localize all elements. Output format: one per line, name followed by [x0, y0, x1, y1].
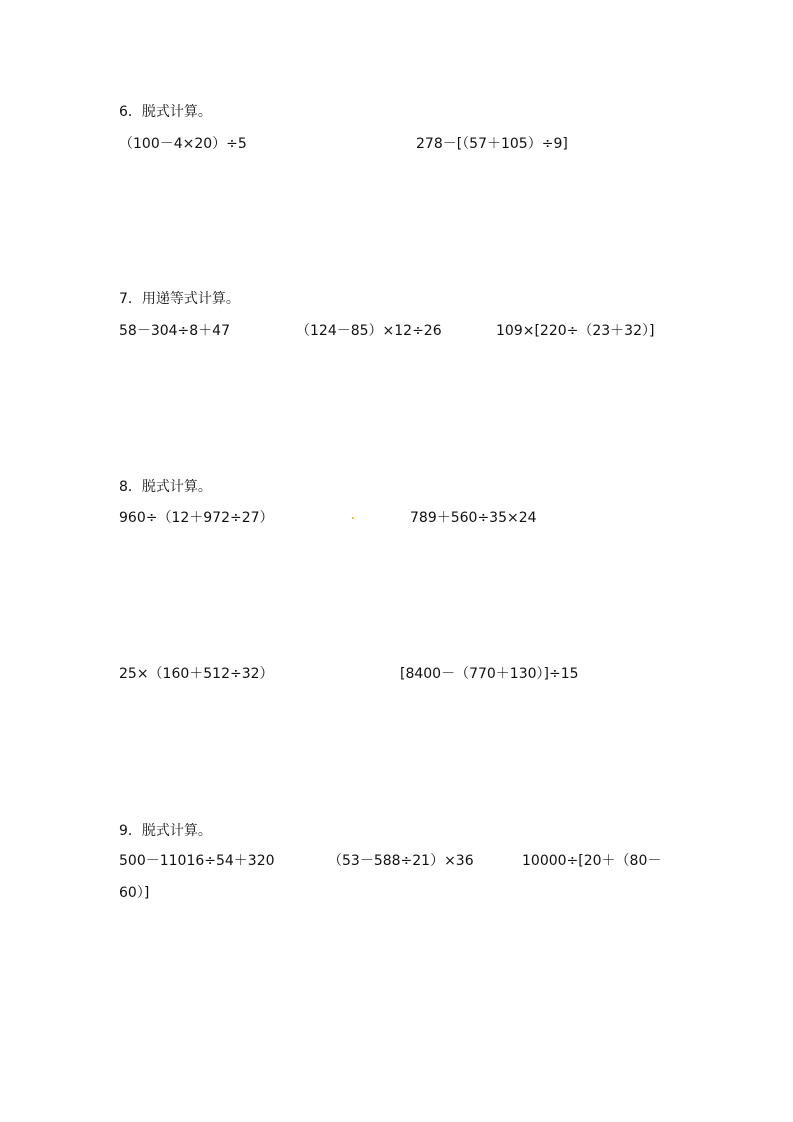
- section-9-title: 9．脱式计算。: [119, 823, 212, 839]
- problem-6-1: （100－4×20）÷5: [119, 136, 247, 152]
- problem-6-2: 278－[（57＋105）÷9]: [416, 136, 568, 152]
- problem-8-2: 789＋560÷35×24: [410, 510, 537, 526]
- section-7-title: 7．用递等式计算。: [119, 291, 240, 307]
- problem-9-2: （53－588÷21）×36: [328, 853, 474, 869]
- problem-7-1: 58－304÷8＋47: [119, 323, 230, 339]
- problem-9-3-continuation: 60）]: [119, 885, 150, 901]
- problem-9-3: 10000÷[20＋（80－: [522, 853, 662, 869]
- problem-8-3: 25×（160＋512÷32）: [119, 666, 274, 682]
- problem-8-4: [8400－（770＋130）]÷15: [400, 666, 579, 682]
- problem-8-1: 960÷（12＋972÷27）: [119, 510, 274, 526]
- stray-mark: [352, 517, 354, 519]
- section-8-title: 8．脱式计算。: [119, 479, 212, 495]
- problem-9-1: 500－11016÷54＋320: [119, 853, 275, 869]
- section-6-title: 6．脱式计算。: [119, 104, 212, 120]
- problem-7-3: 109×[220÷（23＋32）]: [496, 323, 655, 339]
- problem-7-2: （124－85）×12÷26: [296, 323, 442, 339]
